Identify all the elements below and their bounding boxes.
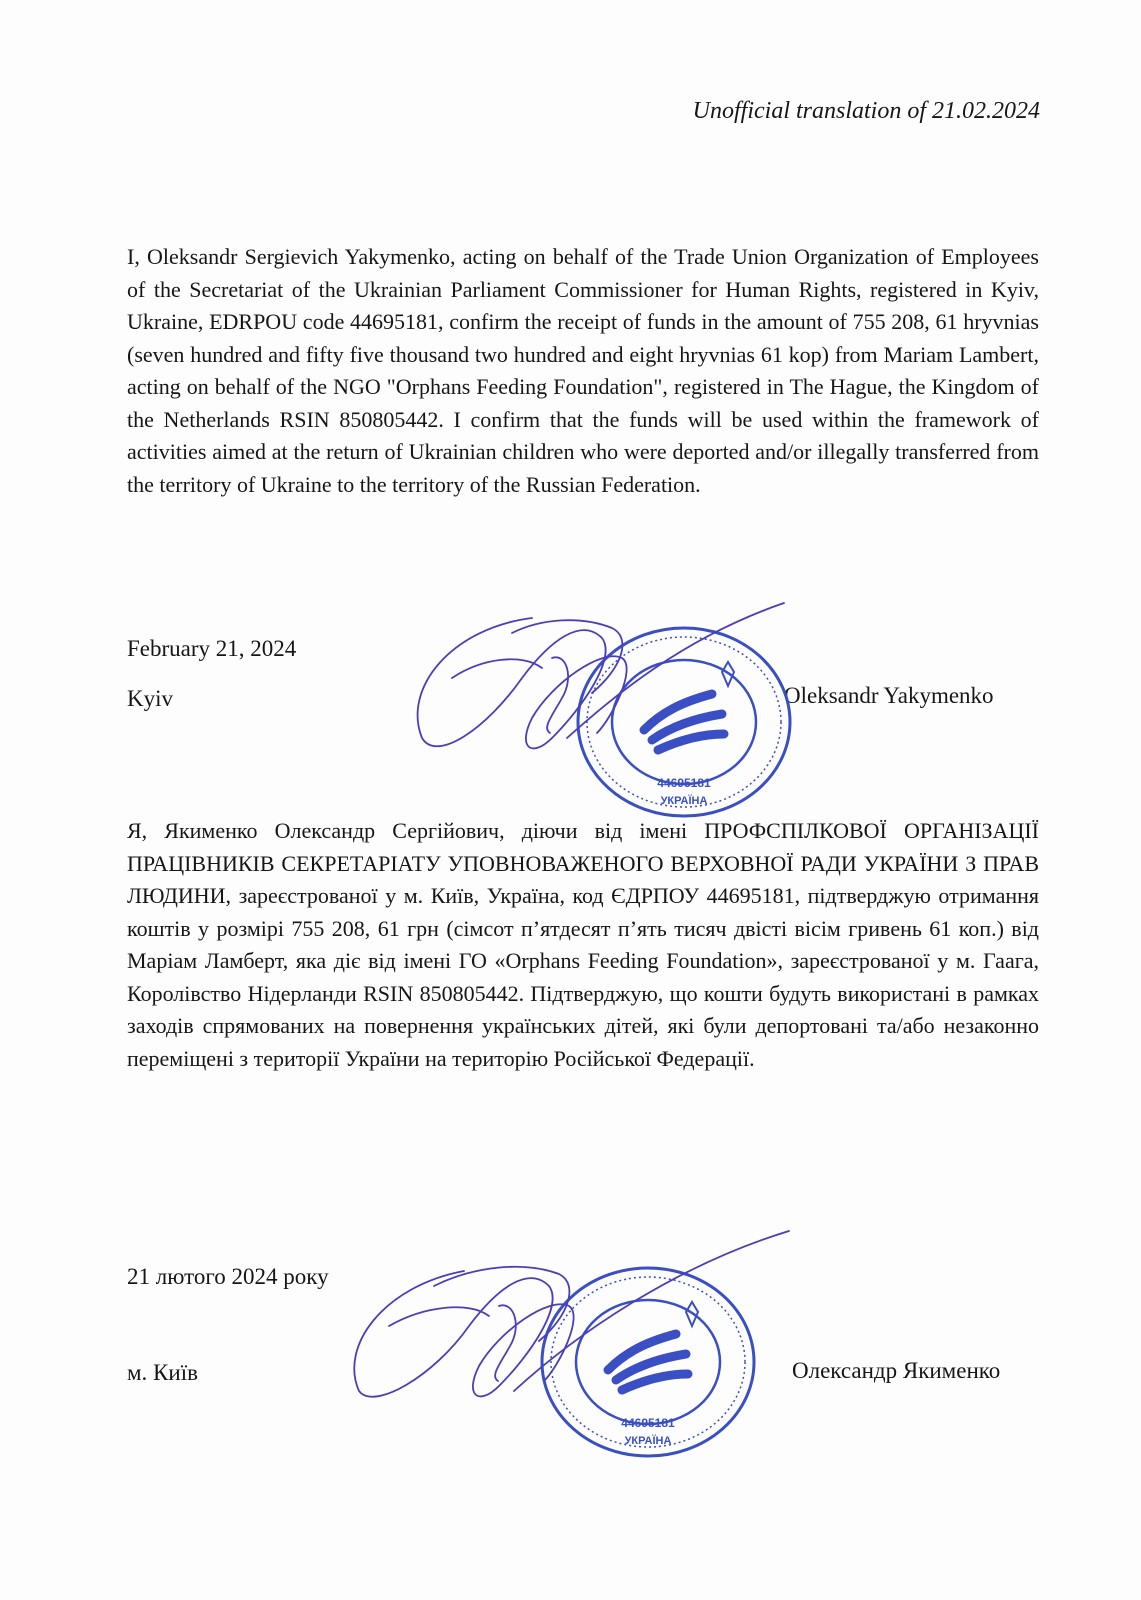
stamp-country: УКРАЇНА [660, 795, 708, 807]
english-statement: I, Oleksandr Sergievich Yakymenko, acting on behalf of the Trade Union Organization of Employees of the Secretariat of the Ukrainian Parliament Commissioner for Human Rights, registered in Kyiv, Ukraine, EDRPOU code 44695181, confirm the receipt of funds in the amount of 755 208, 61 hryvnias (seven hundred and fifty five thousand two hundred and eight hryvnias 61 kop) from Mariam Lambert, acting on behalf of the NGO "Orphans Feeding Foundation", registered in The Hague, the Kingdom of the Netherlands RSIN 850805442. I confirm that the funds will be used within the framework of activities aimed at the return of Ukrainian children who were deported and/or illegally transferred from the territory of Ukraine to the territory of the Russian Federation. [127, 244, 1039, 497]
stamp-country: УКРАЇНА [624, 1435, 672, 1447]
signature-ukrainian [334, 1226, 794, 1416]
stamp-code: 44695181 [657, 776, 711, 790]
ukrainian-date: 21 лютого 2024 року [127, 1264, 329, 1289]
ukrainian-place: м. Київ [127, 1360, 198, 1385]
ukrainian-signatory-name: Олександр Якименко [792, 1358, 1001, 1383]
translation-note: Unofficial translation of 21.02.2024 [692, 98, 1040, 124]
ukrainian-statement: Я, Якименко Олександр Сергійович, діючи від імені ПРОФСПІЛКОВОЇ ОРГАНІЗАЦІЇ ПРАЦІВНИКІВ СЕКРЕТАРІАТУ УПОВНОВАЖЕНОГО ВЕРХОВНОЇ РАДИ УКРАЇНИ З ПРАВ ЛЮДИНИ, зареєстрованої у м. Київ, Україна, код ЄДРПОУ 44695181, підтверджую отримання коштів у розмірі 755 208, 61 грн (сімсот п’ятдесят п’ять тисяч двісті вісім гривень 61 коп.) від Маріам Ламберт, яка діє від імені ГО «Orphans Feeding Foundation», зареєстрованої у м. Гаага, Королівство Нідерланди RSIN 850805442. Підтверджую, що кошти будуть використані в рамках заходів спрямованих на повернення українських дітей, які були депортовані та/або незаконно переміщені з території України на територію Російської Федерації. [127, 818, 1039, 1071]
signature-english [392, 598, 792, 768]
english-date: February 21, 2024 [127, 636, 297, 661]
stamp-code: 44695181 [621, 1416, 675, 1430]
english-signatory-name: Oleksandr Yakymenko [784, 683, 994, 708]
english-place: Kyiv [127, 686, 173, 711]
